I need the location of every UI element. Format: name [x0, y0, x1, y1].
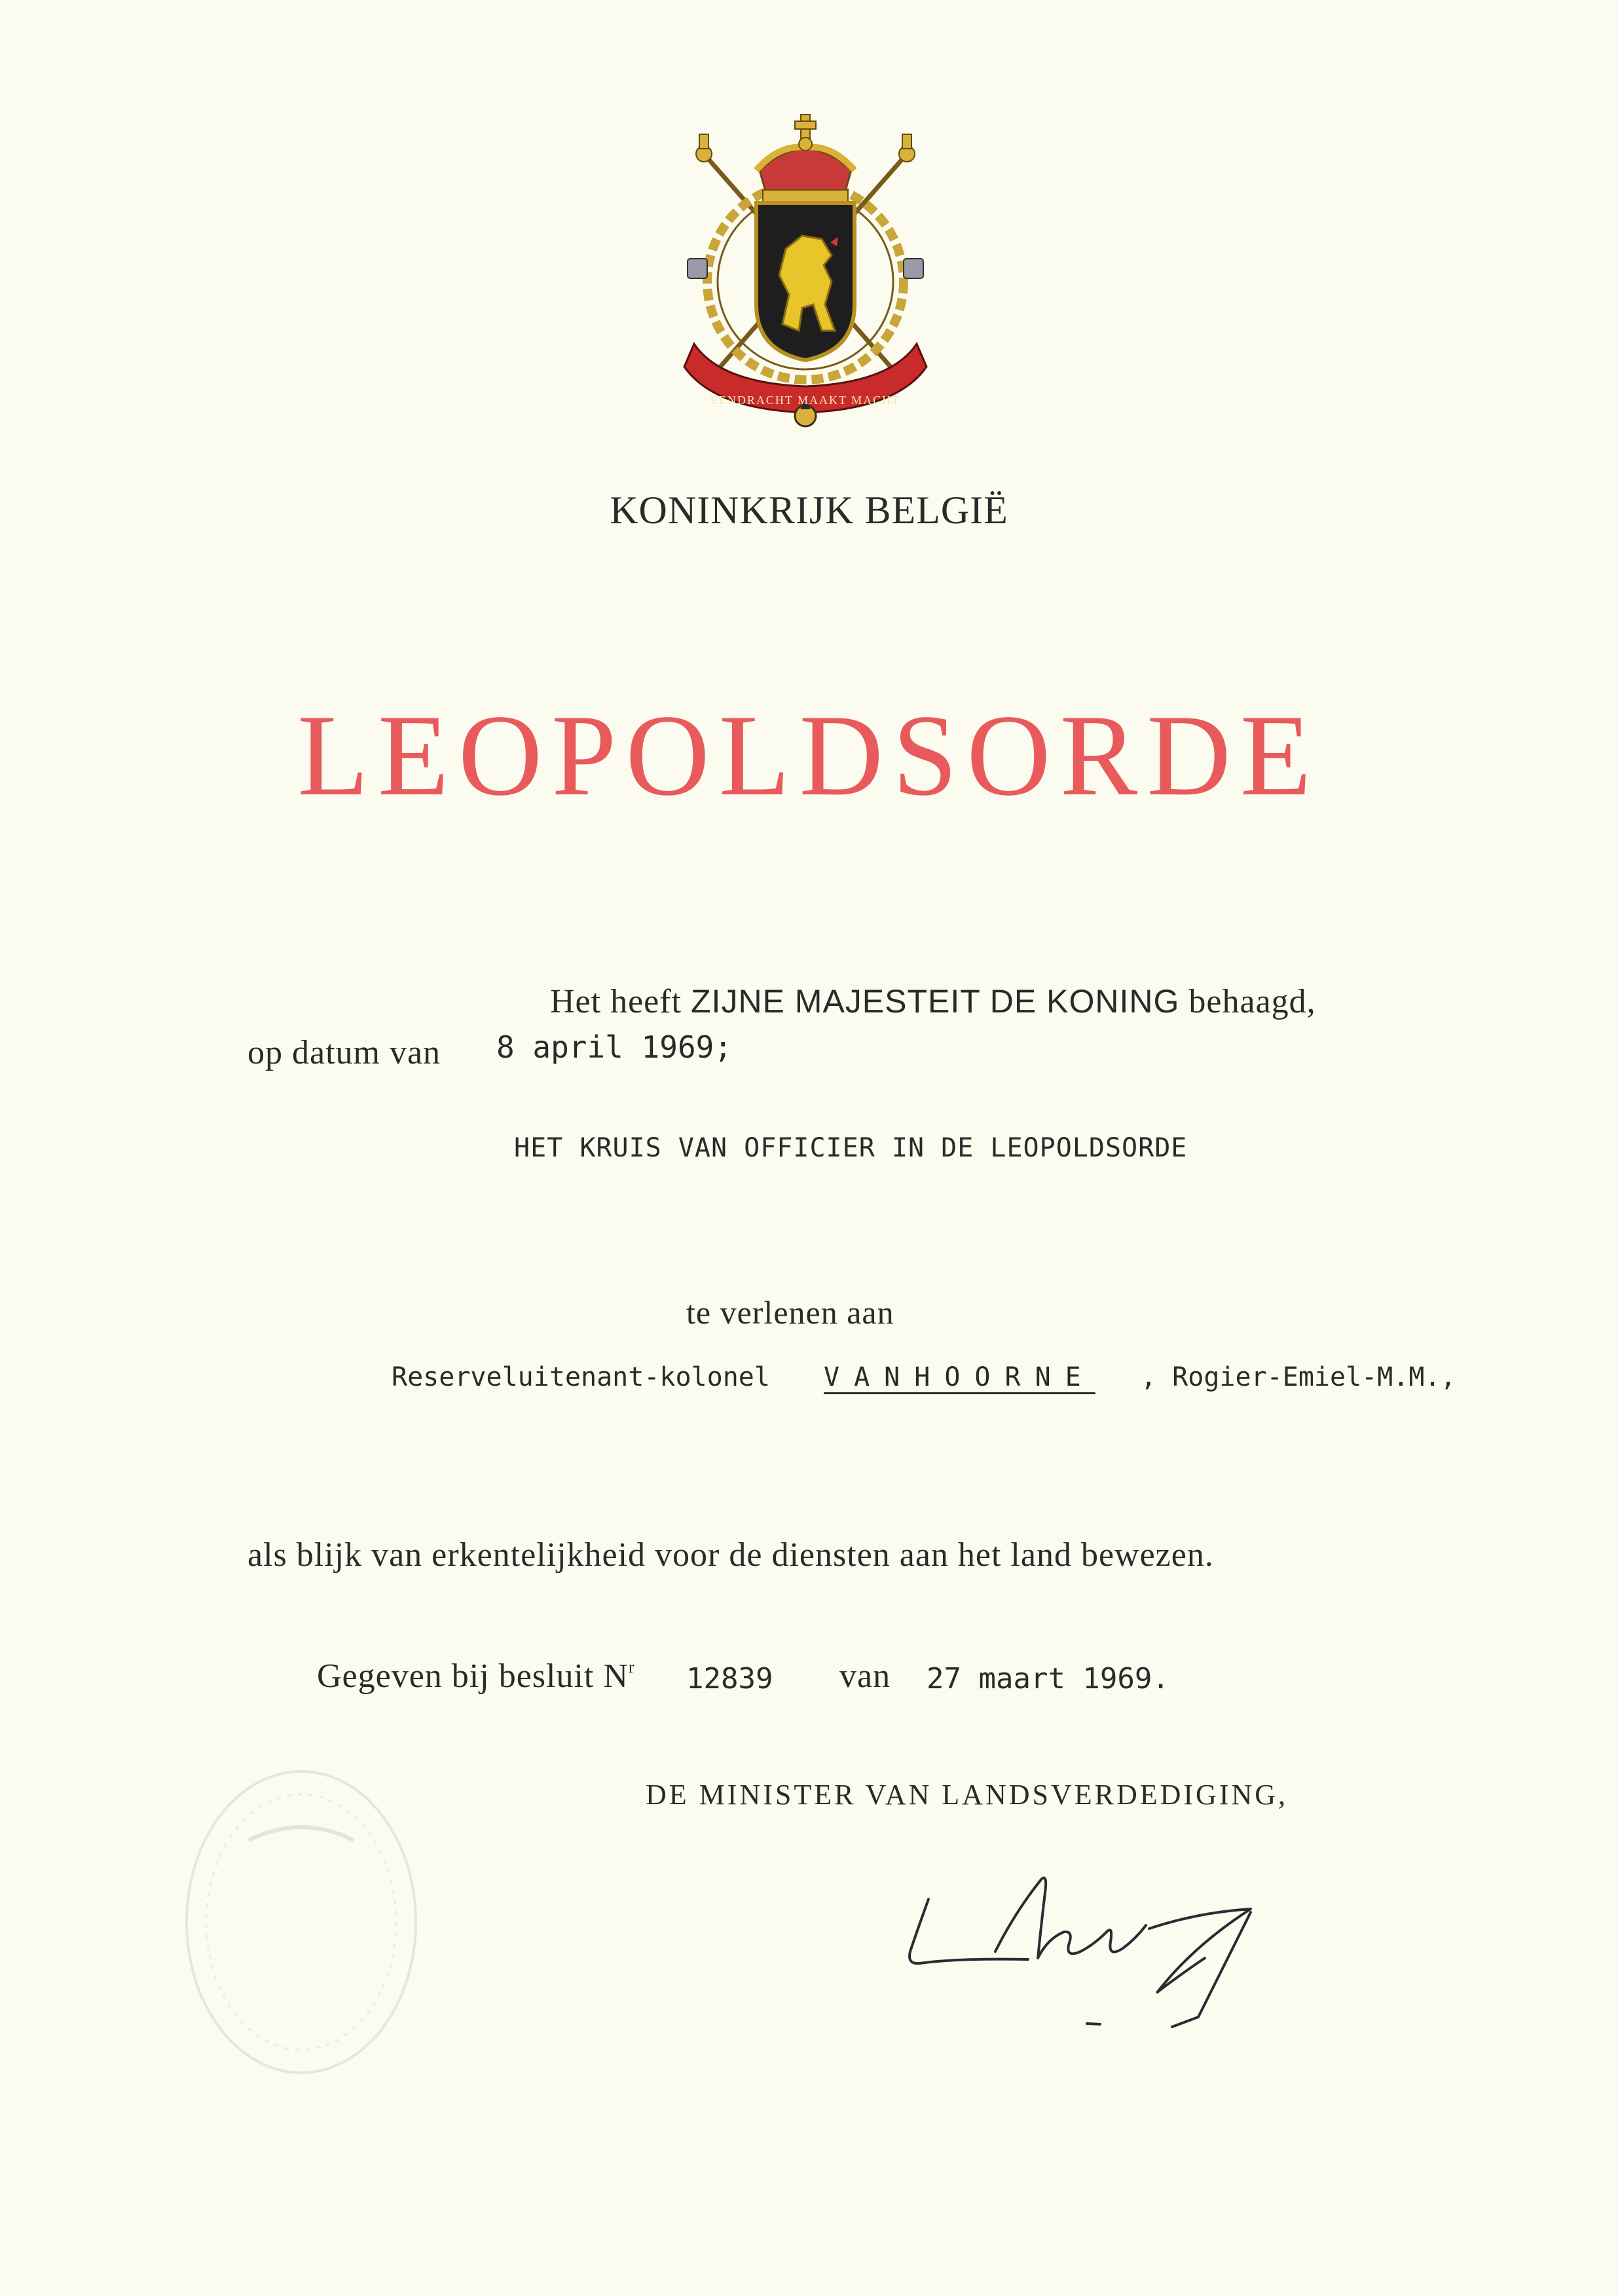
award-name: HET KRUIS VAN OFFICIER IN DE LEOPOLDSORDE	[514, 1133, 1188, 1163]
embossed-seal-icon	[177, 1762, 426, 2083]
decree-number: 12839	[686, 1662, 773, 1695]
grant-label: te verlenen aan	[686, 1294, 894, 1331]
recipient-surname: VANHOORNE	[824, 1362, 1095, 1392]
handwritten-signature-icon	[897, 1860, 1329, 2043]
belgian-coat-of-arms-icon	[674, 108, 936, 429]
order-title: LEOPOLDSORDE	[297, 690, 1321, 820]
signatory-title: DE MINISTER VAN LANDSVERDEDIGING,	[646, 1779, 1289, 1811]
date-value: 8 april 1969;	[496, 1029, 733, 1065]
kingdom-heading: KONINKRIJK BELGIË	[610, 489, 1008, 532]
line1-caps: ZIJNE MAJESTEIT DE KONING	[691, 983, 1180, 1020]
motto-text: EENDRACHT MAAKT MACHT	[710, 394, 901, 407]
decree-label-sup: r	[628, 1657, 635, 1676]
date-label: op datum van	[248, 1034, 441, 1071]
decree-label-text: Gegeven bij besluit N	[317, 1657, 629, 1695]
decree-date: 27 maart 1969.	[927, 1662, 1169, 1695]
recipient-given-names: , Rogier-Emiel-M.M.,	[1141, 1362, 1456, 1392]
recipient-rank: Reserveluitenant-kolonel	[392, 1362, 770, 1392]
reason-line: als blijk van erkentelijkheid voor de diensten aan het land bewezen.	[248, 1536, 1214, 1574]
line1-end: behaagd,	[1179, 983, 1316, 1020]
decree-label	[317, 1657, 635, 1695]
line1-start: Het heeft	[550, 983, 691, 1020]
royal-decree-line	[550, 982, 1316, 1021]
decree-van: van	[839, 1657, 891, 1695]
